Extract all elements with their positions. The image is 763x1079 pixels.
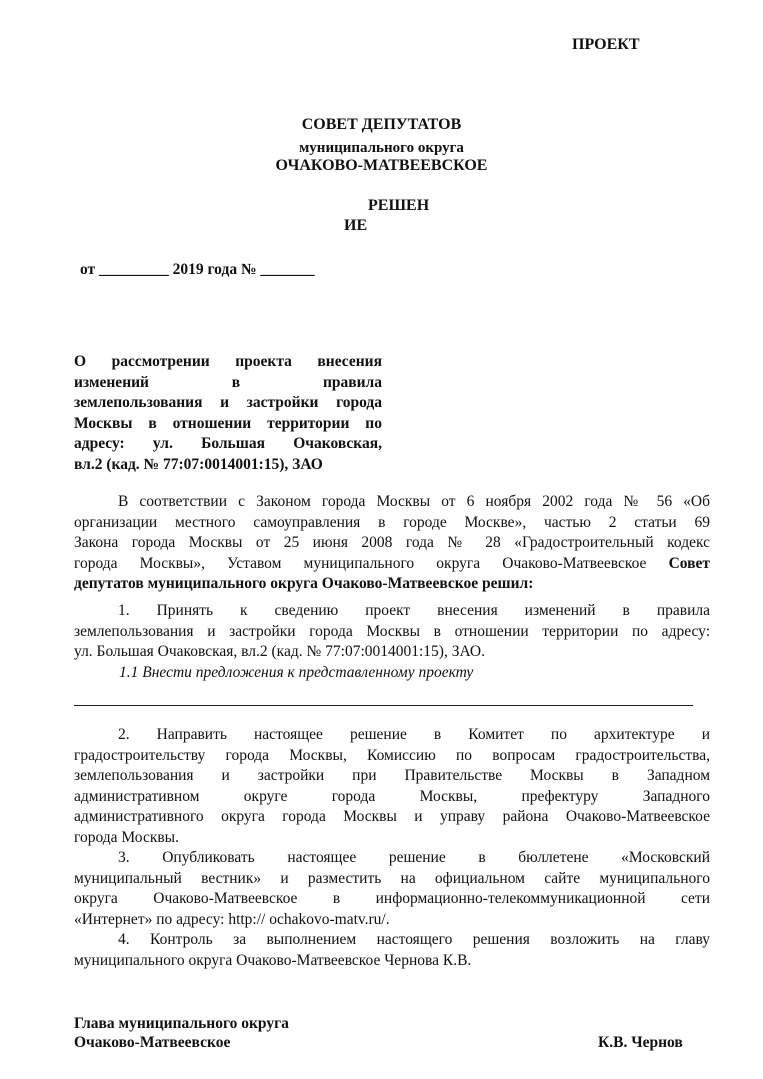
preamble-line: Закона города Москвы от 25 июня 2008 года № 28 «Градостроительный кодекс [74, 534, 710, 552]
council-title: СОВЕТ ДЕПУТАТОВ [301, 116, 462, 133]
item-3-line: муниципальный вестник» и разместить на официальном сайте муниципального [74, 869, 710, 887]
subject-line: О рассмотрении проекта внесения [74, 353, 382, 370]
preamble-line: В соответствии с Законом города Москвы от 6 ноября 2002 года № 56 «Об [118, 493, 710, 510]
item-1-line: землепользования и застройки города Москвы в отношении территории по адресу: [74, 622, 710, 640]
preamble-line: организации местного самоуправления в городе Москве», частью 2 статьи 69 [74, 513, 710, 531]
signature-name: К.В. Чернов [598, 1034, 683, 1051]
item-1-paragraph [74, 601, 710, 663]
item-3-line: 3. Опубликовать настоящее решение в бюллетене «Московский [118, 849, 710, 866]
subject-line: адресу: ул. Большая Очаковская, [74, 435, 382, 452]
subject-line: вл.2 (кад. № 77:07:0014001:15), ЗАО [74, 455, 323, 473]
subject-line: Москвы в отношении территории по [74, 414, 382, 432]
subject-line: землепользования и застройки города [74, 394, 382, 411]
council-subtitle: муниципального округа [299, 140, 464, 156]
date-number-line: от _________ 2019 года № _______ [80, 261, 315, 278]
signature-title-line-1: Глава муниципального округа [74, 1015, 289, 1032]
item-4-line: 4. Контроль за выполнением настоящего решения возложить на главу [118, 931, 710, 948]
preamble-bold-tail: Совет [668, 554, 711, 572]
decision-heading-part1: РЕШЕН [368, 197, 430, 214]
preamble-line-with-bold [74, 554, 710, 575]
draft-stamp: ПРОЕКТ [572, 36, 640, 53]
council-name: ОЧАКОВО-МАТВЕЕВСКОЕ [275, 157, 488, 174]
item-4-line: муниципального округа Очаково-Матвеевское Чернова К.В. [74, 951, 472, 969]
proposal-blank-line[interactable] [74, 705, 693, 706]
item-2-line: города Москвы. [74, 828, 179, 846]
item-2-line: административном округе города Москвы, префектуру Западного [74, 787, 710, 805]
subject-line: изменений в правила [74, 373, 382, 391]
item-3-line: округа Очаково-Матвеевское в информационно-телекоммуникационной сети [74, 890, 710, 908]
item-2-line: административного округа города Москвы и управу района Очаково-Матвеевское [74, 808, 710, 826]
item-2-line: градостроительству города Москвы, Комиссию по вопросам градостроительства, [74, 746, 710, 764]
preamble-paragraph [74, 492, 710, 595]
decision-subject [74, 352, 382, 475]
item-2-line: землепользования и застройки при Правительстве Москвы в Западном [74, 767, 710, 785]
preamble-bold-line: депутатов муниципального округа Очаково-Матвеевское решил: [74, 575, 534, 593]
item-1-1-text: 1.1 Внести предложения к представленному проекту [119, 664, 474, 681]
decision-heading-part2: ИЕ [344, 217, 368, 234]
item-4-paragraph [74, 930, 710, 971]
item-2-line: 2. Направить настоящее решение в Комитет по архитектуре и [118, 726, 710, 743]
item-1-line: 1. Принять к сведению проект внесения изменений в правила [118, 602, 710, 619]
item-1-line: ул. Большая Очаковская, вл.2 (кад. № 77:07:0014001:15), ЗАО. [74, 643, 485, 661]
item-3-line: «Интернет» по адресу: http:// ochakovo-matv.ru/. [74, 910, 390, 928]
signature-title-line-2: Очаково-Матвеевское [74, 1034, 231, 1051]
item-2-paragraph [74, 725, 710, 849]
preamble-line: города Москвы», Уставом муниципального округа Очаково-Матвеевское [74, 554, 647, 572]
item-3-paragraph [74, 848, 710, 930]
